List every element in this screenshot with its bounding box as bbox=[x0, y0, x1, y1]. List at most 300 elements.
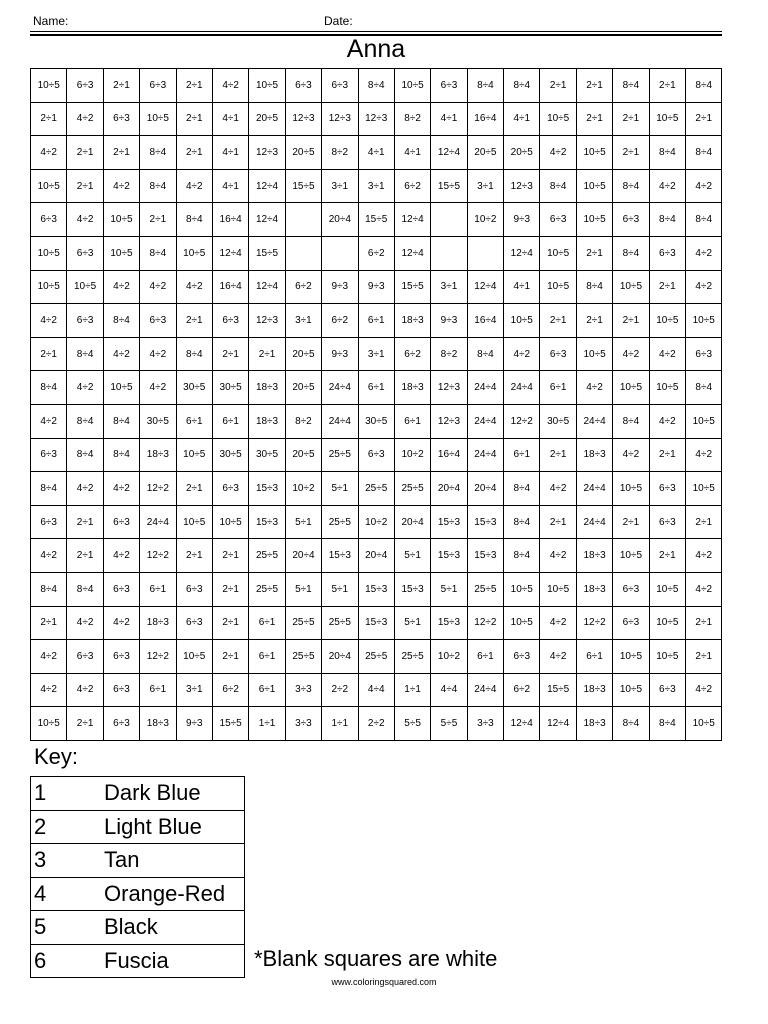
grid-cell: 15÷5 bbox=[540, 673, 576, 707]
grid-cell: 5÷5 bbox=[431, 707, 467, 741]
grid-cell: 8÷4 bbox=[103, 304, 139, 338]
grid-cell: 6÷3 bbox=[103, 102, 139, 136]
grid-cell: 6÷3 bbox=[212, 472, 248, 506]
grid-cell: 4÷2 bbox=[103, 539, 139, 573]
grid-cell: 3÷1 bbox=[322, 169, 358, 203]
grid-cell: 8÷4 bbox=[140, 136, 176, 170]
grid-row bbox=[31, 102, 722, 136]
grid-cell: 2÷1 bbox=[103, 136, 139, 170]
grid-cell: 6÷1 bbox=[249, 606, 285, 640]
grid-cell: 10÷2 bbox=[358, 505, 394, 539]
grid-cell: 24÷4 bbox=[467, 371, 503, 405]
grid-cell: 16÷4 bbox=[431, 438, 467, 472]
grid-cell: 3÷1 bbox=[358, 337, 394, 371]
grid-cell: 6÷3 bbox=[540, 203, 576, 237]
grid-cell: 12÷3 bbox=[504, 169, 540, 203]
grid-cell: 12÷3 bbox=[358, 102, 394, 136]
worksheet-title: Anna bbox=[346, 35, 406, 63]
grid-cell: 2÷1 bbox=[649, 438, 685, 472]
key-row bbox=[31, 911, 245, 945]
grid-cell: 6÷3 bbox=[358, 438, 394, 472]
grid-cell: 10÷5 bbox=[613, 673, 649, 707]
grid-cell: 8÷4 bbox=[176, 203, 212, 237]
grid-cell: 20÷4 bbox=[322, 203, 358, 237]
grid-cell: 2÷1 bbox=[686, 505, 722, 539]
grid-cell: 3÷1 bbox=[431, 270, 467, 304]
grid-row bbox=[31, 572, 722, 606]
grid-cell: 24÷4 bbox=[576, 505, 612, 539]
grid-cell bbox=[322, 236, 358, 270]
grid-cell: 24÷4 bbox=[576, 472, 612, 506]
grid-cell: 4÷2 bbox=[686, 438, 722, 472]
grid-cell: 6÷3 bbox=[67, 69, 103, 103]
grid-cell: 4÷2 bbox=[140, 337, 176, 371]
grid-cell: 20÷5 bbox=[285, 337, 321, 371]
grid-cell: 24÷4 bbox=[322, 404, 358, 438]
grid-cell: 6÷3 bbox=[504, 640, 540, 674]
grid-cell: 30÷5 bbox=[540, 404, 576, 438]
grid-cell: 12÷2 bbox=[504, 404, 540, 438]
grid-cell: 25÷5 bbox=[285, 640, 321, 674]
worksheet-header bbox=[30, 14, 722, 30]
grid-cell: 2÷1 bbox=[613, 102, 649, 136]
grid-cell: 8÷4 bbox=[649, 203, 685, 237]
grid-cell: 2÷1 bbox=[140, 203, 176, 237]
grid-cell: 9÷3 bbox=[322, 270, 358, 304]
grid-cell: 6÷1 bbox=[467, 640, 503, 674]
key-row bbox=[31, 877, 245, 911]
grid-cell: 4÷2 bbox=[176, 169, 212, 203]
grid-cell: 20÷5 bbox=[249, 102, 285, 136]
grid-row bbox=[31, 203, 722, 237]
grid-cell: 5÷1 bbox=[322, 472, 358, 506]
grid-cell: 30÷5 bbox=[176, 371, 212, 405]
grid-cell bbox=[431, 236, 467, 270]
grid-cell: 2÷1 bbox=[686, 640, 722, 674]
grid-cell: 10÷5 bbox=[649, 102, 685, 136]
grid-cell: 10÷5 bbox=[212, 505, 248, 539]
grid-cell: 6÷1 bbox=[394, 404, 430, 438]
grid-cell: 15÷3 bbox=[358, 572, 394, 606]
grid-row bbox=[31, 136, 722, 170]
grid-cell: 12÷4 bbox=[249, 203, 285, 237]
grid-cell: 8÷4 bbox=[467, 337, 503, 371]
grid-cell: 25÷5 bbox=[249, 539, 285, 573]
grid-cell: 2÷1 bbox=[686, 102, 722, 136]
grid-cell: 8÷4 bbox=[504, 69, 540, 103]
grid-cell: 18÷3 bbox=[394, 371, 430, 405]
grid-cell: 6÷1 bbox=[249, 673, 285, 707]
grid-cell: 6÷3 bbox=[649, 472, 685, 506]
grid-cell: 20÷5 bbox=[467, 136, 503, 170]
grid-cell: 6÷1 bbox=[176, 404, 212, 438]
grid-cell: 12÷3 bbox=[249, 136, 285, 170]
grid-cell: 4÷2 bbox=[103, 472, 139, 506]
grid-cell: 15÷5 bbox=[212, 707, 248, 741]
grid-cell: 10÷5 bbox=[504, 572, 540, 606]
grid-cell: 25÷5 bbox=[358, 640, 394, 674]
grid-cell: 10÷2 bbox=[285, 472, 321, 506]
grid-cell: 8÷4 bbox=[67, 404, 103, 438]
grid-cell: 8÷4 bbox=[613, 707, 649, 741]
grid-cell: 6÷3 bbox=[322, 69, 358, 103]
grid-row bbox=[31, 606, 722, 640]
grid-row bbox=[31, 707, 722, 741]
grid-cell: 6÷3 bbox=[431, 69, 467, 103]
grid-cell: 6÷1 bbox=[540, 371, 576, 405]
key-color-name: Dark Blue bbox=[104, 777, 245, 811]
grid-cell: 10÷5 bbox=[31, 169, 67, 203]
grid-row bbox=[31, 304, 722, 338]
grid-cell: 6÷1 bbox=[212, 404, 248, 438]
grid-cell: 8÷2 bbox=[322, 136, 358, 170]
grid-cell: 18÷3 bbox=[394, 304, 430, 338]
grid-cell: 10÷5 bbox=[249, 69, 285, 103]
grid-cell: 10÷2 bbox=[431, 640, 467, 674]
grid-cell: 4÷2 bbox=[103, 337, 139, 371]
grid-cell: 10÷5 bbox=[649, 304, 685, 338]
grid-cell: 8÷4 bbox=[140, 169, 176, 203]
grid-cell: 2÷1 bbox=[212, 572, 248, 606]
key-number: 6 bbox=[31, 944, 105, 978]
grid-cell: 12÷4 bbox=[467, 270, 503, 304]
grid-cell: 8÷4 bbox=[540, 169, 576, 203]
grid-cell: 2÷1 bbox=[212, 539, 248, 573]
grid-cell: 6÷3 bbox=[67, 304, 103, 338]
grid-cell: 10÷5 bbox=[31, 69, 67, 103]
grid-cell: 6÷3 bbox=[31, 505, 67, 539]
key-row bbox=[31, 944, 245, 978]
grid-cell: 8÷4 bbox=[686, 69, 722, 103]
grid-cell: 10÷5 bbox=[103, 203, 139, 237]
grid-cell: 6÷3 bbox=[613, 606, 649, 640]
grid-cell: 20÷4 bbox=[285, 539, 321, 573]
key-number: 4 bbox=[31, 877, 105, 911]
grid-row bbox=[31, 640, 722, 674]
grid-cell: 2÷1 bbox=[67, 136, 103, 170]
grid-cell: 8÷4 bbox=[613, 169, 649, 203]
grid-cell: 6÷3 bbox=[67, 236, 103, 270]
grid-cell: 12÷2 bbox=[140, 539, 176, 573]
grid-cell: 6÷3 bbox=[31, 438, 67, 472]
grid-cell: 2÷1 bbox=[67, 505, 103, 539]
grid-cell: 25÷5 bbox=[322, 438, 358, 472]
grid-cell: 2÷1 bbox=[31, 337, 67, 371]
key-label: Key: bbox=[34, 744, 79, 769]
grid-cell: 10÷5 bbox=[613, 371, 649, 405]
grid-cell: 18÷3 bbox=[576, 673, 612, 707]
grid-cell: 8÷4 bbox=[31, 371, 67, 405]
grid-cell: 2÷1 bbox=[576, 304, 612, 338]
grid-cell: 4÷1 bbox=[358, 136, 394, 170]
grid-cell: 6÷3 bbox=[103, 572, 139, 606]
grid-cell: 8÷4 bbox=[613, 69, 649, 103]
grid-cell: 6÷3 bbox=[31, 203, 67, 237]
grid-cell: 6÷2 bbox=[285, 270, 321, 304]
grid-cell: 30÷5 bbox=[249, 438, 285, 472]
grid-cell: 4÷2 bbox=[576, 371, 612, 405]
grid-cell: 8÷4 bbox=[31, 572, 67, 606]
grid-cell: 10÷5 bbox=[649, 640, 685, 674]
grid-cell: 8÷4 bbox=[649, 707, 685, 741]
grid-cell: 8÷4 bbox=[140, 236, 176, 270]
grid-cell: 2÷1 bbox=[67, 707, 103, 741]
grid-row bbox=[31, 673, 722, 707]
key-color-name: Fuscia bbox=[104, 944, 245, 978]
grid-cell: 30÷5 bbox=[140, 404, 176, 438]
grid-cell: 5÷1 bbox=[285, 505, 321, 539]
grid-cell: 4÷2 bbox=[649, 169, 685, 203]
grid-cell: 2÷1 bbox=[212, 606, 248, 640]
grid-cell: 5÷1 bbox=[322, 572, 358, 606]
grid-cell: 4÷2 bbox=[103, 270, 139, 304]
grid-cell: 4÷2 bbox=[540, 640, 576, 674]
grid-cell: 4÷2 bbox=[31, 640, 67, 674]
key-color-name: Orange-Red bbox=[104, 877, 245, 911]
grid-cell: 15÷3 bbox=[249, 472, 285, 506]
grid-cell: 5÷1 bbox=[394, 539, 430, 573]
grid-cell: 20÷4 bbox=[394, 505, 430, 539]
grid-cell: 30÷5 bbox=[212, 438, 248, 472]
grid-cell: 12÷3 bbox=[431, 371, 467, 405]
grid-cell: 25÷5 bbox=[467, 572, 503, 606]
grid-cell: 4÷1 bbox=[504, 102, 540, 136]
key-number: 3 bbox=[31, 844, 105, 878]
blank-squares-note: *Blank squares are white bbox=[254, 946, 498, 971]
grid-cell: 6÷3 bbox=[103, 707, 139, 741]
grid-cell: 24÷4 bbox=[504, 371, 540, 405]
grid-cell: 4÷2 bbox=[67, 472, 103, 506]
grid-row bbox=[31, 69, 722, 103]
grid-cell: 9÷3 bbox=[176, 707, 212, 741]
grid-cell: 4÷2 bbox=[649, 337, 685, 371]
key-number: 1 bbox=[31, 777, 105, 811]
grid-cell: 25÷5 bbox=[358, 472, 394, 506]
footer-url: www.coloringsquared.com bbox=[331, 977, 437, 987]
grid-cell: 20÷5 bbox=[285, 438, 321, 472]
grid-cell: 6÷3 bbox=[540, 337, 576, 371]
grid-cell: 4÷1 bbox=[212, 169, 248, 203]
grid-cell: 6÷2 bbox=[322, 304, 358, 338]
grid-cell: 6÷3 bbox=[176, 606, 212, 640]
grid-cell: 4÷2 bbox=[686, 236, 722, 270]
grid-cell: 10÷5 bbox=[649, 572, 685, 606]
grid-cell: 18÷3 bbox=[249, 371, 285, 405]
grid-cell: 20÷4 bbox=[467, 472, 503, 506]
grid-cell: 6÷3 bbox=[103, 673, 139, 707]
grid-cell: 4÷2 bbox=[540, 136, 576, 170]
grid-cell: 2÷1 bbox=[176, 69, 212, 103]
grid-cell: 18÷3 bbox=[576, 438, 612, 472]
grid-row bbox=[31, 371, 722, 405]
grid-cell: 15÷3 bbox=[467, 505, 503, 539]
grid-cell: 8÷4 bbox=[358, 69, 394, 103]
grid-cell: 8÷4 bbox=[467, 69, 503, 103]
grid-cell: 4÷2 bbox=[504, 337, 540, 371]
grid-cell: 2÷1 bbox=[212, 640, 248, 674]
grid-cell: 4÷2 bbox=[686, 270, 722, 304]
grid-cell: 4÷2 bbox=[649, 404, 685, 438]
grid-cell: 10÷5 bbox=[540, 270, 576, 304]
grid-cell: 6÷3 bbox=[613, 572, 649, 606]
grid-cell: 16÷4 bbox=[212, 270, 248, 304]
grid-cell: 24÷4 bbox=[467, 673, 503, 707]
grid-cell: 3÷1 bbox=[285, 304, 321, 338]
grid-cell: 15÷3 bbox=[431, 539, 467, 573]
grid-cell: 2÷1 bbox=[67, 539, 103, 573]
grid-cell: 4÷4 bbox=[358, 673, 394, 707]
grid-cell: 10÷5 bbox=[613, 640, 649, 674]
grid-cell: 8÷4 bbox=[103, 438, 139, 472]
grid-cell: 10÷2 bbox=[467, 203, 503, 237]
grid-cell: 6÷3 bbox=[140, 304, 176, 338]
grid-cell: 8÷2 bbox=[431, 337, 467, 371]
grid-cell: 10÷5 bbox=[576, 136, 612, 170]
grid-cell: 8÷4 bbox=[67, 572, 103, 606]
grid-cell: 4÷2 bbox=[103, 606, 139, 640]
grid-cell bbox=[285, 236, 321, 270]
grid-cell: 6÷1 bbox=[358, 371, 394, 405]
grid-cell: 30÷5 bbox=[212, 371, 248, 405]
grid-cell: 9÷3 bbox=[358, 270, 394, 304]
grid-cell: 2÷1 bbox=[576, 69, 612, 103]
grid-cell: 3÷1 bbox=[176, 673, 212, 707]
grid-cell: 8÷4 bbox=[613, 236, 649, 270]
grid-cell: 6÷2 bbox=[394, 169, 430, 203]
grid-cell: 10÷5 bbox=[613, 539, 649, 573]
grid-cell: 1÷1 bbox=[394, 673, 430, 707]
grid-cell: 2÷1 bbox=[176, 539, 212, 573]
grid-cell: 4÷1 bbox=[212, 102, 248, 136]
grid-cell: 9÷3 bbox=[322, 337, 358, 371]
grid-cell: 12÷4 bbox=[394, 203, 430, 237]
grid-cell: 6÷1 bbox=[576, 640, 612, 674]
grid-cell: 24÷4 bbox=[576, 404, 612, 438]
grid-cell: 4÷1 bbox=[431, 102, 467, 136]
grid-row bbox=[31, 472, 722, 506]
grid-cell: 15÷3 bbox=[394, 572, 430, 606]
grid-cell: 4÷1 bbox=[504, 270, 540, 304]
grid-row bbox=[31, 404, 722, 438]
grid-cell: 15÷3 bbox=[322, 539, 358, 573]
grid-cell: 15÷3 bbox=[431, 606, 467, 640]
grid-cell: 5÷1 bbox=[285, 572, 321, 606]
grid-cell: 4÷2 bbox=[31, 136, 67, 170]
grid-cell: 2÷1 bbox=[649, 539, 685, 573]
grid-cell: 10÷5 bbox=[394, 69, 430, 103]
grid-cell: 20÷4 bbox=[358, 539, 394, 573]
grid-cell: 2÷1 bbox=[540, 505, 576, 539]
grid-cell: 4÷2 bbox=[686, 539, 722, 573]
grid-cell: 12÷2 bbox=[576, 606, 612, 640]
grid-cell: 25÷5 bbox=[322, 606, 358, 640]
grid-cell: 10÷2 bbox=[394, 438, 430, 472]
grid-cell: 6÷3 bbox=[649, 505, 685, 539]
color-key-table bbox=[30, 776, 245, 978]
key-row bbox=[31, 777, 245, 811]
grid-cell: 10÷5 bbox=[576, 203, 612, 237]
grid-cell: 2÷1 bbox=[686, 606, 722, 640]
grid-row bbox=[31, 270, 722, 304]
grid-cell: 12÷2 bbox=[467, 606, 503, 640]
grid-cell: 4÷2 bbox=[176, 270, 212, 304]
grid-cell: 8÷4 bbox=[576, 270, 612, 304]
grid-cell: 10÷5 bbox=[686, 404, 722, 438]
grid-cell: 4÷2 bbox=[686, 572, 722, 606]
grid-cell: 2÷1 bbox=[31, 606, 67, 640]
grid-cell: 20÷5 bbox=[504, 136, 540, 170]
grid-cell: 2÷1 bbox=[540, 69, 576, 103]
grid-cell: 2÷1 bbox=[176, 304, 212, 338]
grid-cell: 12÷3 bbox=[431, 404, 467, 438]
grid-cell: 18÷3 bbox=[576, 539, 612, 573]
grid-cell: 12÷3 bbox=[285, 102, 321, 136]
grid-cell: 10÷5 bbox=[67, 270, 103, 304]
grid-cell: 15÷3 bbox=[467, 539, 503, 573]
grid-cell: 18÷3 bbox=[249, 404, 285, 438]
grid-cell: 5÷5 bbox=[394, 707, 430, 741]
grid-cell: 10÷5 bbox=[103, 236, 139, 270]
key-color-name: Black bbox=[104, 911, 245, 945]
grid-cell: 10÷5 bbox=[140, 102, 176, 136]
grid-cell: 8÷2 bbox=[394, 102, 430, 136]
grid-cell: 15÷5 bbox=[249, 236, 285, 270]
key-color-name: Light Blue bbox=[104, 810, 245, 844]
grid-cell: 4÷2 bbox=[67, 102, 103, 136]
grid-cell: 3÷3 bbox=[285, 673, 321, 707]
grid-cell: 8÷4 bbox=[504, 539, 540, 573]
grid-cell: 8÷4 bbox=[649, 136, 685, 170]
grid-cell: 2÷1 bbox=[176, 102, 212, 136]
grid-cell: 8÷4 bbox=[31, 472, 67, 506]
grid-cell: 6÷3 bbox=[649, 236, 685, 270]
grid-cell: 2÷2 bbox=[358, 707, 394, 741]
grid-cell: 10÷5 bbox=[176, 438, 212, 472]
grid-cell: 4÷2 bbox=[540, 539, 576, 573]
grid-cell: 10÷5 bbox=[649, 371, 685, 405]
grid-cell: 2÷1 bbox=[176, 136, 212, 170]
grid-cell: 25÷5 bbox=[322, 505, 358, 539]
grid-cell: 4÷4 bbox=[431, 673, 467, 707]
grid-cell: 20÷5 bbox=[285, 371, 321, 405]
key-color-name: Tan bbox=[104, 844, 245, 878]
grid-cell: 15÷5 bbox=[285, 169, 321, 203]
grid-cell: 2÷1 bbox=[613, 505, 649, 539]
grid-cell bbox=[285, 203, 321, 237]
grid-cell: 15÷3 bbox=[358, 606, 394, 640]
grid-cell: 10÷5 bbox=[540, 572, 576, 606]
grid-cell: 8÷4 bbox=[686, 371, 722, 405]
grid-cell: 9÷3 bbox=[504, 203, 540, 237]
grid-cell: 25÷5 bbox=[394, 472, 430, 506]
grid-cell: 10÷5 bbox=[31, 236, 67, 270]
grid-cell: 10÷5 bbox=[686, 472, 722, 506]
grid-cell: 6÷1 bbox=[140, 572, 176, 606]
grid-cell: 24÷4 bbox=[322, 371, 358, 405]
grid-cell: 4÷2 bbox=[140, 270, 176, 304]
grid-cell: 4÷2 bbox=[686, 169, 722, 203]
grid-cell: 6÷3 bbox=[212, 304, 248, 338]
grid-cell: 10÷5 bbox=[176, 505, 212, 539]
grid-row bbox=[31, 169, 722, 203]
grid-cell: 4÷2 bbox=[613, 438, 649, 472]
grid-cell: 6÷3 bbox=[285, 69, 321, 103]
grid-cell: 16÷4 bbox=[467, 304, 503, 338]
grid-cell: 5÷1 bbox=[431, 572, 467, 606]
grid-cell: 10÷5 bbox=[504, 304, 540, 338]
grid-cell: 1÷1 bbox=[322, 707, 358, 741]
grid-cell: 12÷4 bbox=[431, 136, 467, 170]
